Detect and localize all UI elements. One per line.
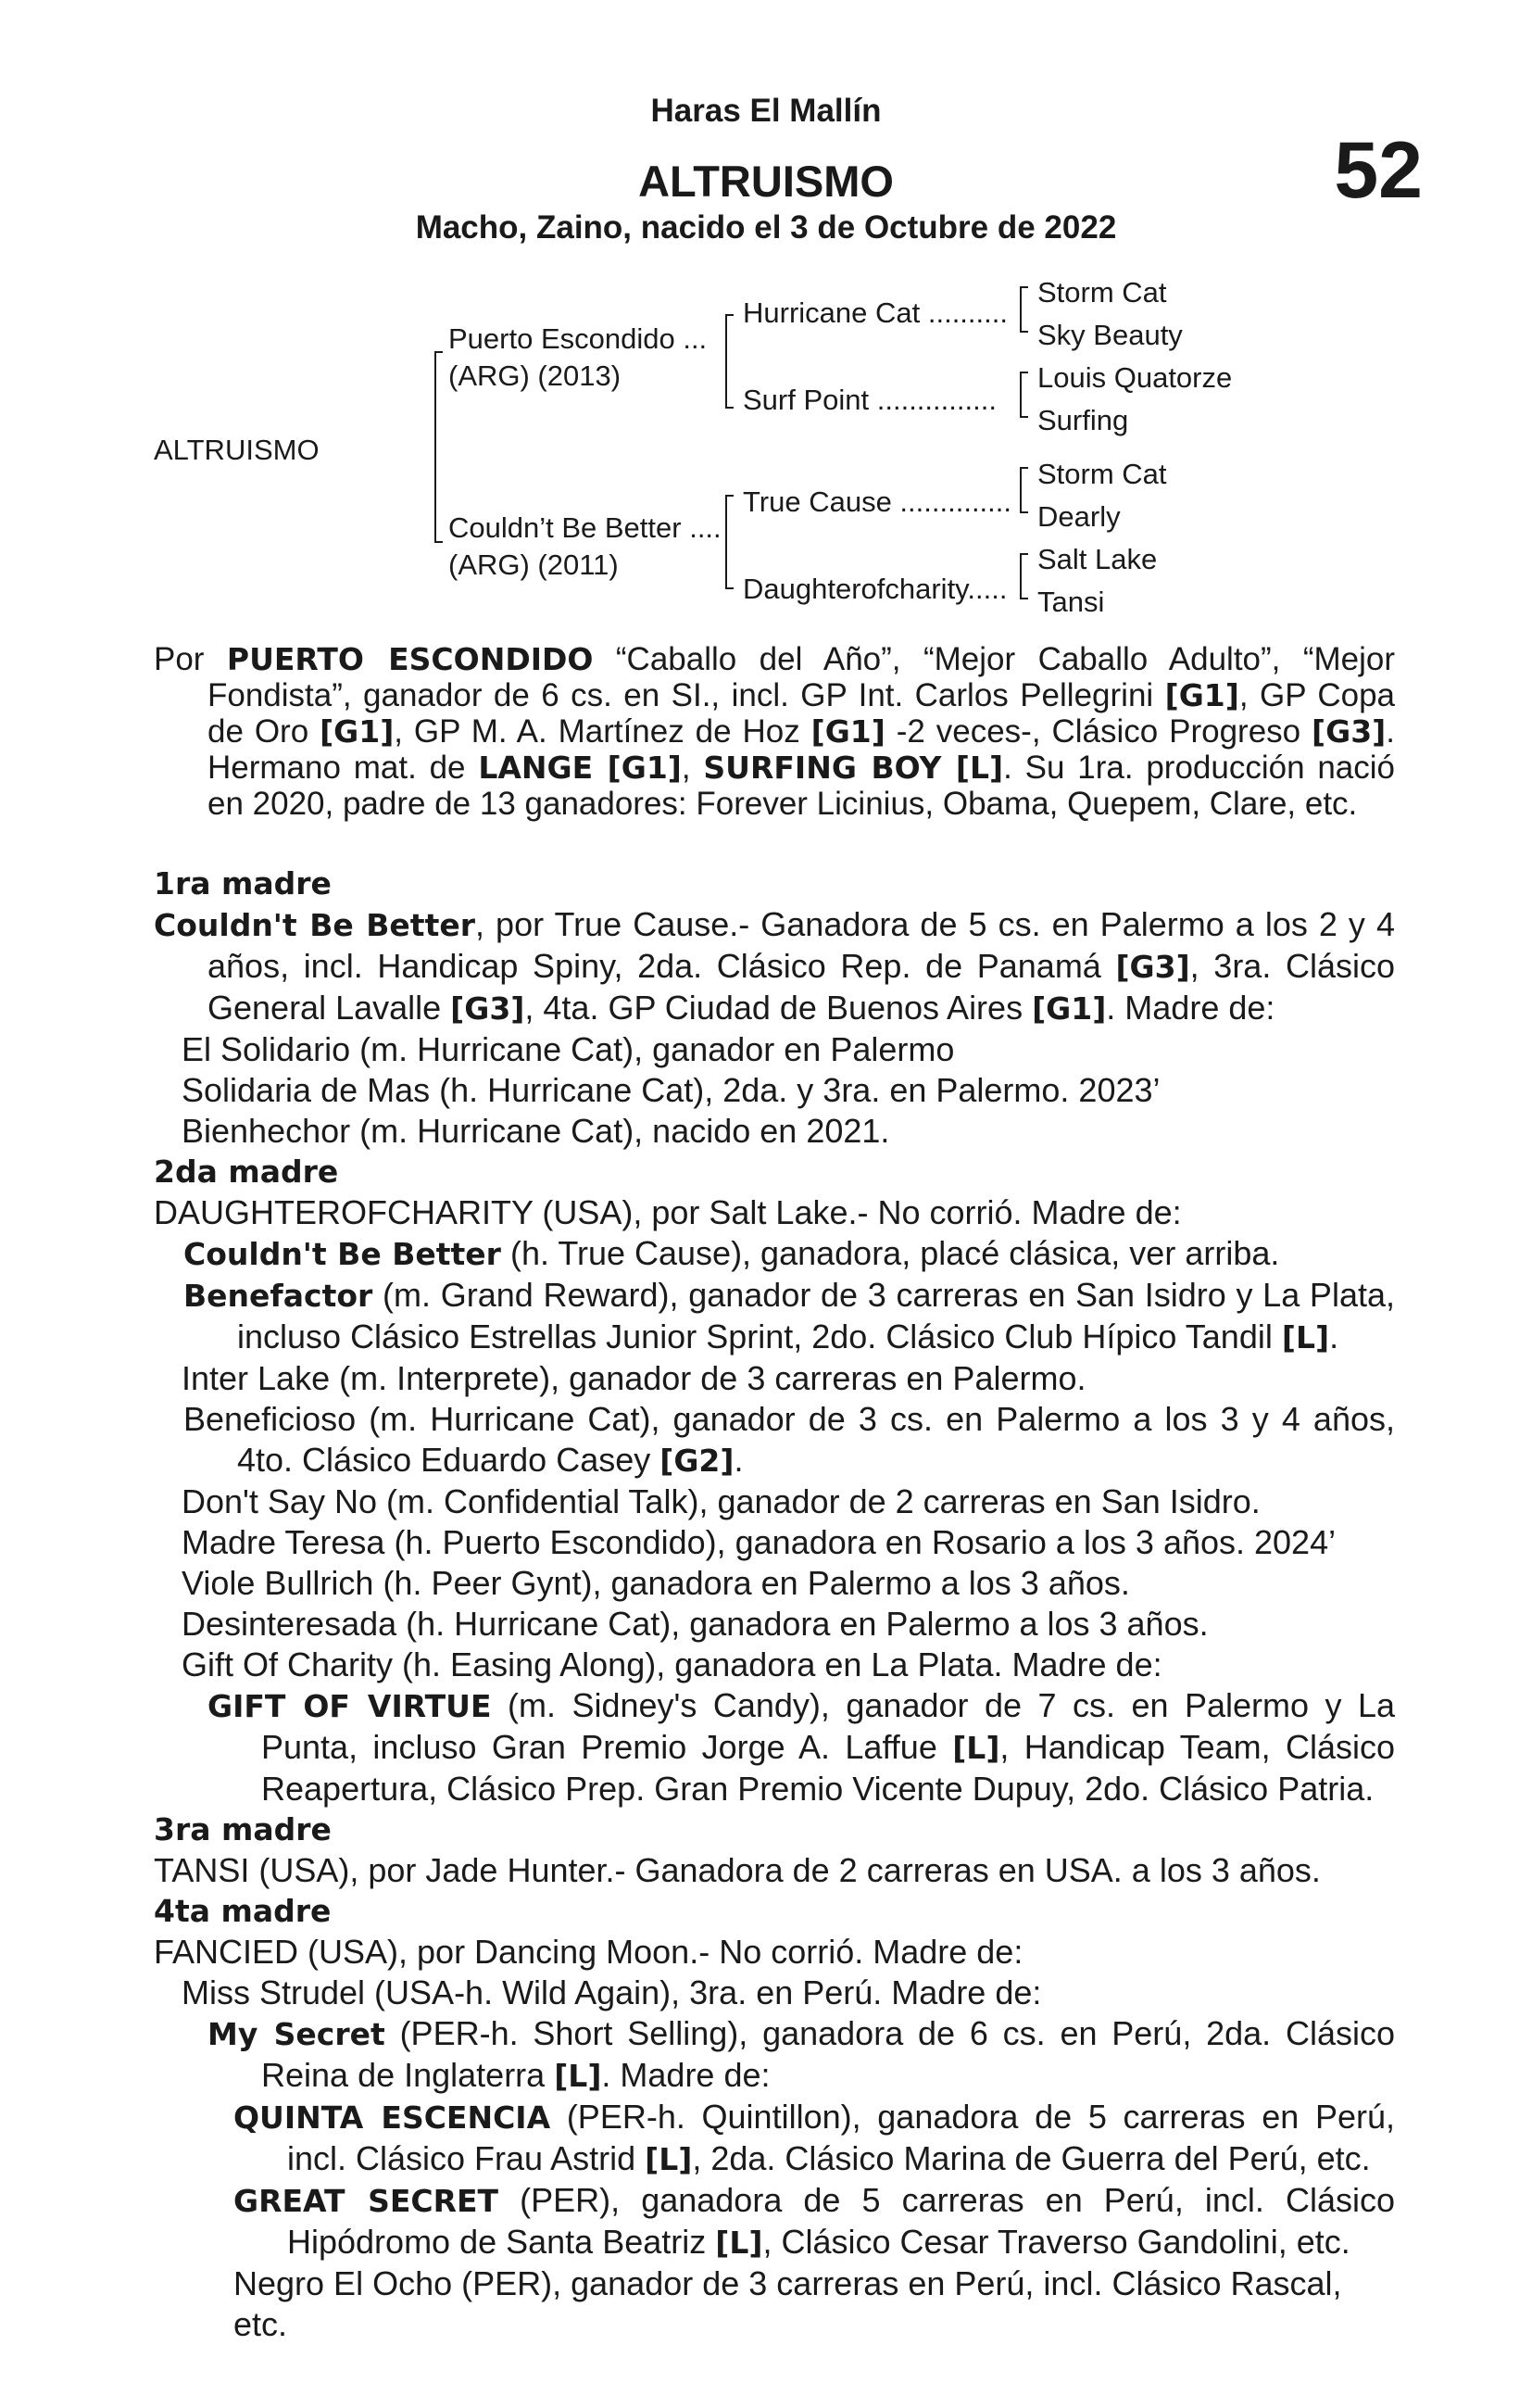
produce-line: GIFT OF VIRTUE (m. Sidney's Candy), ganador de 7 cs. en Palermo y La Punta, incluso Gran Premio Jorge A. Laffue [L], Handicap Team, Clásico Reapertura, Clásico Prep. Gran Premio Vicente Dupuy, 2do. Clásico Patria. <box>207 1686 1395 1808</box>
produce-line: Benefactor (m. Grand Reward), ganador de 3 carreras en San Isidro y La Plata, incluso Clásico Estrellas Junior Sprint, 2do. Clásico Club Hípico Tandil [L]. <box>183 1276 1395 1355</box>
madre1-title: 1ra madre <box>154 865 332 901</box>
pedigree-dam: Couldn’t Be Better .... <box>448 511 722 544</box>
produce-line: Don't Say No (m. Confidential Talk), ganador de 2 carreras en San Isidro. <box>182 1482 1261 1520</box>
dam-body <box>154 864 1395 2345</box>
pedigree-sire-sire: Hurricane Cat .......... <box>743 296 1008 329</box>
sire-name: PUERTO ESCONDIDO <box>226 641 594 677</box>
produce-line: Couldn't Be Better (h. True Cause), ganadora, placé clásica, ver arriba. <box>183 1234 1280 1272</box>
pedigree-g3: Dearly <box>1037 500 1121 533</box>
pedigree-sire-dam: Surf Point ............... <box>743 384 997 416</box>
pedigree-g3: Storm Cat <box>1037 276 1167 309</box>
produce-line: Miss Strudel (USA-h. Wild Again), 3ra. en Perú. Madre de: <box>182 1973 1042 2011</box>
produce-line: Inter Lake (m. Interprete), ganador de 3 carreras en Palermo. <box>182 1359 1086 1397</box>
horse-name: ALTRUISMO <box>638 157 894 206</box>
horse-description: Macho, Zaino, nacido el 3 de Octubre de 2022 <box>415 209 1117 246</box>
pedigree-g3: Louis Quatorze <box>1037 361 1233 394</box>
produce-line: El Solidario (m. Hurricane Cat), ganador en Palermo <box>182 1030 955 1068</box>
pedigree-g3: Storm Cat <box>1037 458 1167 490</box>
pedigree-dam-sire: True Cause .............. <box>743 485 1012 518</box>
pedigree-sire: Puerto Escondido ... <box>448 322 708 355</box>
pedigree-g3: Salt Lake <box>1037 543 1158 575</box>
produce-line: Madre Teresa (h. Puerto Escondido), ganadora en Rosario a los 3 años. 2024’ <box>182 1523 1337 1561</box>
pedigree-g3: Surfing <box>1037 404 1129 436</box>
lot-number: 52 <box>1334 126 1423 215</box>
pedigree-g3: Sky Beauty <box>1037 319 1183 351</box>
madre3-text: TANSI (USA), por Jade Hunter.- Ganadora de 2 carreras en USA. a los 3 años. <box>154 1851 1321 1889</box>
produce-line: Solidaria de Mas (h. Hurricane Cat), 2da. y 3ra. en Palermo. 2023’ <box>182 1071 1161 1109</box>
madre4-title: 4ta madre <box>154 1893 332 1929</box>
produce-line: Negro El Ocho (PER), ganador de 3 carreras en Perú, incl. Clásico Rascal, etc. <box>233 2264 1342 2343</box>
pedigree-subject: ALTRUISMO <box>154 434 320 466</box>
produce-line: GREAT SECRET (PER), ganadora de 5 carreras en Perú, incl. Clásico Hipódromo de Santa Beatriz [L], Clásico Cesar Traverso Gandolini, etc. <box>233 2181 1395 2261</box>
breeder-name: Haras El Mallín <box>650 93 882 129</box>
madre2-intro: DAUGHTEROFCHARITY (USA), por Salt Lake.- No corrió. Madre de: <box>154 1193 1182 1231</box>
produce-line: My Secret (PER-h. Short Selling), ganadora de 6 cs. en Perú, 2da. Clásico Reina de Inglaterra [L]. Madre de: <box>207 2014 1396 2094</box>
sire-paragraph: Por PUERTO ESCONDIDO “Caballo del Año”, “Mejor Caballo Adulto”, “Mejor Fondista”, ganador de 6 cs. en SI., incl. GP Int. Carlos Pellegrini [G1], GP Copa de Oro [G1], GP M. A. Martínez de Hoz [G1] -2 veces-, Clásico Progreso [G3]. Hermano mat. de LANGE [G1], SURFING BOY [L]. Su 1ra. producción nació en 2020, padre de 13 ganadores: Forever Licinius, Obama, Quepem, Clare, etc. <box>154 641 1396 822</box>
produce-line: QUINTA ESCENCIA (PER-h. Quintillon), ganadora de 5 carreras en Perú, incl. Clásico Frau Astrid [L], 2da. Clásico Marina de Guerra del Perú, etc. <box>233 2098 1396 2177</box>
produce-line: Bienhechor (m. Hurricane Cat), nacido en 2021. <box>182 1112 890 1150</box>
madre4-intro: FANCIED (USA), por Dancing Moon.- No corrió. Madre de: <box>154 1933 1023 1971</box>
pedigree-dam-dam: Daughterofcharity..... <box>743 573 1008 605</box>
produce-line: Beneficioso (m. Hurricane Cat), ganador de 3 cs. en Palermo a los 3 y 4 años, 4to. Clásico Eduardo Casey [G2]. <box>183 1400 1395 1479</box>
madre1-paragraph: Couldn't Be Better, por True Cause.- Ganadora de 5 cs. en Palermo a los 2 y 4 años, incl. Handicap Spiny, 2da. Clásico Rep. de Panamá [G3], 3ra. Clásico General Lavalle [G3], 4ta. GP Ciudad de Buenos Aires [G1]. Madre de: <box>154 905 1395 1027</box>
produce-line: Gift Of Charity (h. Easing Along), ganadora en La Plata. Madre de: <box>182 1645 1162 1683</box>
pedigree-sire-origin: (ARG) (2013) <box>448 359 622 392</box>
pedigree-g3: Tansi <box>1037 586 1105 618</box>
produce-line: Viole Bullrich (h. Peer Gynt), ganadora en Palermo a los 3 años. <box>182 1564 1130 1602</box>
madre2-title: 2da madre <box>154 1154 339 1190</box>
madre3-title: 3ra madre <box>154 1811 332 1847</box>
produce-line: Desinteresada (h. Hurricane Cat), ganadora en Palermo a los 3 años. <box>182 1605 1209 1643</box>
pedigree-dam-origin: (ARG) (2011) <box>448 548 619 581</box>
